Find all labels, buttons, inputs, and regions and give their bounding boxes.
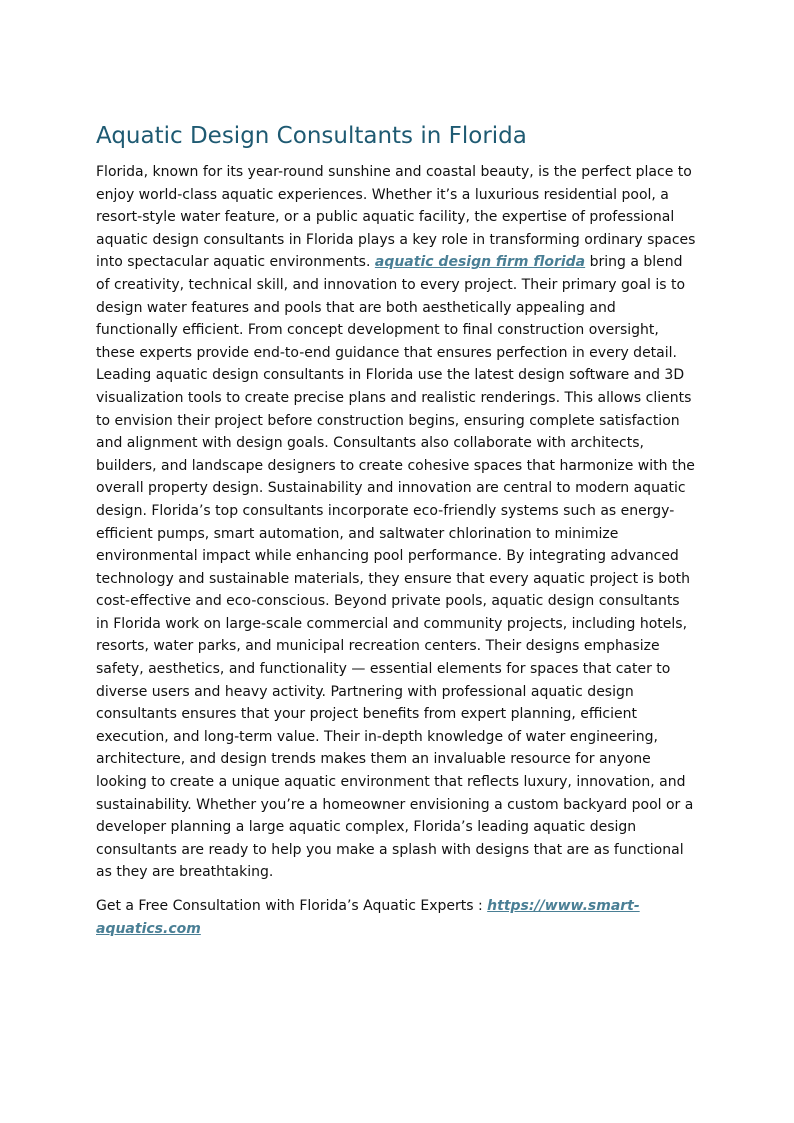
intro-paragraph (96, 161, 696, 884)
website-link[interactable]: https://www.smart-aquatics.com (96, 898, 640, 937)
page-title: Aquatic Design Consultants in Florida (96, 123, 527, 149)
paragraph-text-after-link: bring a blend of creativity, technical skill, and innovation to every project. Their primary goal is to design water features and pools that are both aesthetically appealing and functionally efficient. From concept development to final construction oversight, these experts provide end-to-end guidance that ensures perfection in every detail. Leading aquatic design consultants in Florida use the latest design software and 3D visualization tools to create precise plans and realistic renderings. This allows clients to envision their project before construction begins, ensuring complete satisfaction and alignment with design goals. Consultants also collaborate with architects, builders, and landscape designers to create cohesive spaces that harmonize with the overall property design. Sustainability and innovation are central to modern aquatic design. Florida’s top consultants incorporate eco-friendly systems such as energy-efficient pumps, smart automation, and saltwater chlorination to minimize environmental impact while enhancing pool performance. By integrating advanced technology and sustainable materials, they ensure that every aquatic project is both cost-effective and eco-conscious. Beyond private pools, aquatic design consultants in Florida work on large-scale commercial and community projects, including hotels, resorts, water parks, and municipal recreation centers. Their designs emphasize safety, aesthetics, and functionality — essential elements for spaces that cater to diverse users and heavy activity. Partnering with professional aquatic design consultants ensures that your project benefits from expert planning, efficient execution, and long-term value. Their in-depth knowledge of water engineering, architecture, and design trends makes them an invaluable resource for anyone looking to create a unique aquatic environment that reflects luxury, innovation, and sustainability. Whether you’re a homeowner envisioning a custom backyard pool or a developer planning a large aquatic complex, Florida’s leading aquatic design consultants are ready to help you make a splash with designs that are as functional as they are breathtaking. (96, 254, 695, 881)
cta-paragraph (96, 895, 696, 940)
aquatic-design-firm-link[interactable]: aquatic design firm florida (374, 254, 586, 271)
paragraph-text-before-link: Florida, known for its year-round sunshine and coastal beauty, is the perfect place to enjoy world-class aquatic experiences. Whether it’s a luxurious residential pool, a resort-style water feature, or a public aquatic facility, the expertise of professional aquatic design consultants in Florida plays a key role in transforming ordinary spaces into spectacular aquatic environments. (96, 164, 696, 271)
cta-text: Get a Free Consultation with Florida’s Aquatic Experts : (96, 898, 488, 914)
document-page (96, 118, 696, 940)
